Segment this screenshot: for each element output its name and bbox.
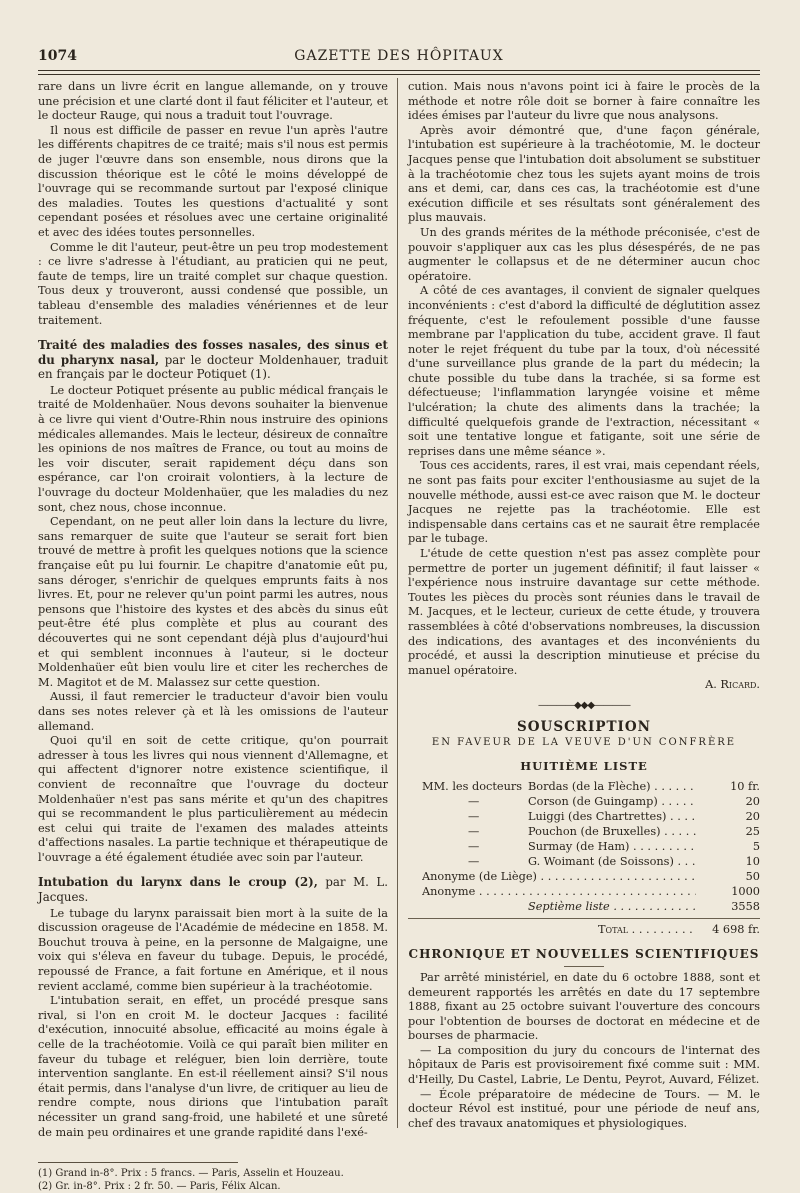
donor-name: Anonyme . . . [422,884,696,899]
donor-row [408,839,760,854]
donor-name: Bordas (de la Flèche) . . . [528,779,696,794]
signature: A. Ricard. [705,678,760,692]
total-row [408,918,760,937]
paragraph: L'intubation serait, en effet, un procédé presque sans rival, si l'on en croit M. le docteur Jacques : facilité d'exécution, innocuité absolue, efficacité au moins égale à celle de la trachéotomie. Voilà ce qui paraît bien militer en faveur du tubage et reléguer, bien loin derrière, toute intervention sanglante. En est-il réellement ainsi? S'il nous était permis, dans l'analyse d'un livre, de critiquer au lieu de rendre compte, nous dirions que l'intubation paraît nécessiter un grand sang-froid, une habileté et une sûreté de main peu ordinaires et une grande rapidité dans l'exé- [38,994,388,1139]
paragraph: Aussi, il faut remercier le traducteur d'avoir bien voulu dans ses notes relever çà et là les omissions de l'auteur allemand. [38,690,388,733]
footnotes [38,1162,344,1193]
paragraph: Quoi qu'il en soit de cette critique, qu'on pourrait adresser à tous les livres qui nous viennent d'Allemagne, et qui affectent d'ignorer notre existence scientifique, il convient de reconnaître que l'ouvrage du docteur Moldenhaüer n'est pas sans mérite et qu'un des chapitres qui se recommandent le plus particulièrement au médecin est celui qui traite de l'examen des malades atteints d'affections nasales. La partie technique et thérapeutique de l'ouvrage a été également étudiée avec soin par l'auteur. [38,734,388,864]
journal-title: GAZETTE DES HÔPITAUX [294,48,504,64]
donor-name: G. Woimant (de Soissons) . . . [528,854,696,869]
donor-name: Surmay (de Ham) . . . [528,839,696,854]
list-title: HUITIÈME LISTE [520,758,648,773]
page-number: 1074 [38,48,77,64]
section-heading-rest: par M. L. Jacques. [38,875,388,905]
paragraph: Après avoir démontré que, d'une façon générale, l'intubation est supérieure à la trachéotomie, M. le docteur Jacques pense que l'intubation doit absolument se substituer à la trachéotomie chez tous les sujets ayant moins de trois ans et demi, car, dans ces cas, la trachéotomie est d'une exécution difficile et ses résultats sont généralement des plus mauvais. [408,123,760,225]
donor-prefix [408,869,422,884]
paragraph: Le tubage du larynx paraissait bien mort à la suite de la discussion orageuse de l'Académie de médecine en 1858. M. Bouchut trouva à peine, en la personne de Malgaigne, une voix qui s'éleva en faveur du tubage. Depuis, le procédé, repoussé de France, a fait fortune en Amérique, et il nous revient acclamé, comme bien supérieur à la trachéotomie. [38,906,388,993]
paragraph: Le docteur Potiquet présente au public médical français le traité de Moldenhaüer. Nous devons souhaiter la bienvenue à ce livre qui vient d'Outre-Rhin nous instruire des opinions médicales allemandes. Mais le lecteur, désireux de connaître les opinions de nos maîtres de France, ou tout au moins de les voir discuter, serait rapidement déçu dans son espérance, car l'on croirait volontiers, à la lecture de l'ouvrage du docteur Moldenhaüer, que les maladies du nez sont, chez nous, chose inconnue. [38,383,388,514]
section-heading-bold: Intubation du larynx dans le croup (2), [38,875,318,890]
donor-amount: 5 [752,840,760,854]
subscription-title: SOUSCRIPTION [517,718,651,735]
donor-row [408,899,760,914]
donor-row [408,869,760,884]
paragraph: Un des grands mérites de la méthode préconisée, c'est de pouvoir s'appliquer aux cas les plus désespérés, de ne pas augmenter le collapsus et de ne déterminer aucun choc opératoire. [408,225,760,283]
paragraph: Il nous est difficile de passer en revue l'un après l'autre les différents chapitres de ce traité; mais s'il nous est permis de juger l'œuvre dans son ensemble, nous dirons que la discussion théorique est le côté le moins développé de l'ouvrage qui se recommande surtout par l'exposé clinique des maladies. Toutes les questions d'actualité y sont cependant posées et résolues avec une certaine originalité et avec des idées toutes personnelles. [38,123,388,239]
donor-prefix: — [468,795,480,809]
donor-amount: 20 [745,810,760,824]
paragraph: — École préparatoire de médecine de Tours. — M. le docteur Révol est institué, pour une période de neuf ans, chef des travaux anatomiques et physiologiques. [408,1087,760,1130]
section-heading-nasal [38,338,388,382]
right-column [408,80,760,1131]
paragraph: Cependant, on ne peut aller loin dans la lecture du livre, sans remarquer de suite que l'auteur se serait fort bien trouvé de mettre à profit les quelques notions que la science française eût pu lui fournir. Le chapitre d'anatomie eût pu, sans déroger, s'enrichir de quelques emprunts faits à nos livres. Et, pour ne relever qu'un point parmi les autres, nous pensons que l'histoire des kystes et des abcès du sinus eût peut-être été plus complète et plus au courant des découvertes qui ne sont cependant déjà plus d'aujourd'hui et qui semblent inconnues à l'auteur, si le docteur Moldenhaüer eût bien voulu lire et citer les recherches de M. Magitot et de M. Malassez sur cette question. [38,515,388,689]
section-heading-rest: par le docteur Moldenhauer, traduit en français par le docteur Potiquet (1). [38,352,388,382]
paragraph: L'étude de cette question n'est pas assez complète pour permettre de porter un jugement définitif; il faut laisser « l'expérience nous instruire davantage sur cette méthode. Toutes les pièces du procès sont réunies dans le travail de M. Jacques, et le lecteur, curieux de cette étude, y trouvera rassemblées à côté d'observations nombreuses, la discussion des indications, des avantages et des inconvénients du procédé, et aussi la description minutieuse et précise du manuel opératoire. [408,547,760,677]
column-divider [397,78,398,1128]
subscription-subtitle: EN FAVEUR DE LA VEUVE D'UN CONFRÈRE [431,737,737,749]
section-heading-bold: Traité des maladies des fosses nasales, des sinus et du pharynx nasal, [38,338,388,367]
header-rule [38,70,760,75]
donor-name: Anonyme (de Liège) . . . [422,869,696,884]
paragraph: cution. Mais nous n'avons point ici à faire le procès de la méthode et notre rôle doit se borner à faire connaître les idées émises par l'auteur du livre que nous analysons. [408,80,760,123]
donor-row [408,884,760,899]
paragraph: rare dans un livre écrit en langue allemande, on y trouve une précision et une clarté dont il faut féliciter et l'auteur, et le docteur Rauge, qui nous a traduit tout l'ouvrage. [38,80,388,123]
donor-row [408,824,760,839]
donor-name: Corson (de Guingamp) . . . [528,794,696,809]
total-amount: 4 698 fr. [712,923,760,937]
donor-amount: 25 [745,825,760,839]
donor-amount: 1000 [731,885,760,899]
section-heading-croup [38,875,388,904]
donor-amount: 10 [745,855,760,869]
donor-amount: 10 fr. [730,780,760,794]
donor-name: Luiggi (des Chartrettes) . . . [528,809,696,824]
donor-name: Pouchon (de Bruxelles) . . . [528,824,696,839]
paragraph: A côté de ces avantages, il convient de signaler quelques inconvénients : c'est d'abord la difficulté de déglutition assez fréquente, c'est le refoulement possible d'une fausse membrane par l'application du tube, accident grave. Il faut noter le rejet fréquent du tube par la toux, d'où nécessité d'une surveillance plus grande de la part du médecin; la chute possible du tube dans la trachée, si sa forme est défectueuse; l'inflammation laryngée voisine et même l'ulcération; la chute des aliments dans la trachée; la difficulté quelquefois grande de l'extraction, nécessitant « soit une tentative longue et fatigante, soit une série de reprises dans une même séance ». [408,284,760,458]
footnote: (1) Grand in-8°. Prix : 5 francs. — Paris, Asselin et Houzeau. [38,1168,344,1180]
donor-prefix: — [468,825,480,839]
ornament-divider: ————◆◆◆———— [537,699,631,711]
donor-amount: 3558 [731,900,760,914]
donor-prefix [408,884,422,899]
chronicle-rule [564,966,604,967]
total-label: Total . . . [598,922,696,937]
donor-prefix: — [468,855,480,869]
donor-prefix: — [468,840,480,854]
chronicle-title: CHRONIQUE ET NOUVELLES SCIENTIFIQUES [408,947,760,962]
left-column [38,80,388,1193]
donor-list [408,779,760,937]
footnote: (2) Gr. in-8°. Prix : 2 fr. 50. — Paris, Félix Alcan. [38,1181,281,1193]
donor-row [408,809,760,824]
paragraph: — La composition du jury du concours de l'internat des hôpitaux de Paris est provisoirement fixé comme suit : MM. d'Heilly, Du Castel, Labrie, Le Dentu, Peyrot, Auvard, Félizet. [408,1043,760,1087]
paragraph: Par arrêté ministériel, en date du 6 octobre 1888, sont et demeurent rapportés les arrêtés en date du 17 septembre 1888, fixant au 25 octobre suivant l'ouverture des concours pour l'obtention de bourses de doctorat en médecine et de bourses de pharmacie. [408,970,760,1043]
paragraph: Comme le dit l'auteur, peut-être un peu trop modestement : ce livre s'adresse à l'étudiant, au praticien qui ne peut, faute de temps, lire un traité complet sur chaque question. Tous deux y trouveront, aussi condensé que possible, un tableau d'ensemble des maladies vénériennes et de leur traitement. [38,240,388,327]
donor-row [408,854,760,869]
page-header [38,46,760,68]
donor-amount: 20 [745,795,760,809]
donor-prefix: — [468,810,480,824]
donor-name: Septième liste . . . [528,899,696,914]
paragraph: Tous ces accidents, rares, il est vrai, mais cependant réels, ne sont pas faits pour exciter l'enthousiasme au sujet de la nouvelle méthode, aussi est-ce avec raison que M. le docteur Jacques ne rejette pas la trachéotomie. Elle est indispensable dans certains cas et ne saurait être remplacée par le tubage. [408,459,760,546]
donor-amount: 50 [745,870,760,884]
donor-prefix: MM. les docteurs [422,780,523,794]
donor-row [408,779,760,794]
donor-prefix [408,899,528,914]
donor-row [408,794,760,809]
